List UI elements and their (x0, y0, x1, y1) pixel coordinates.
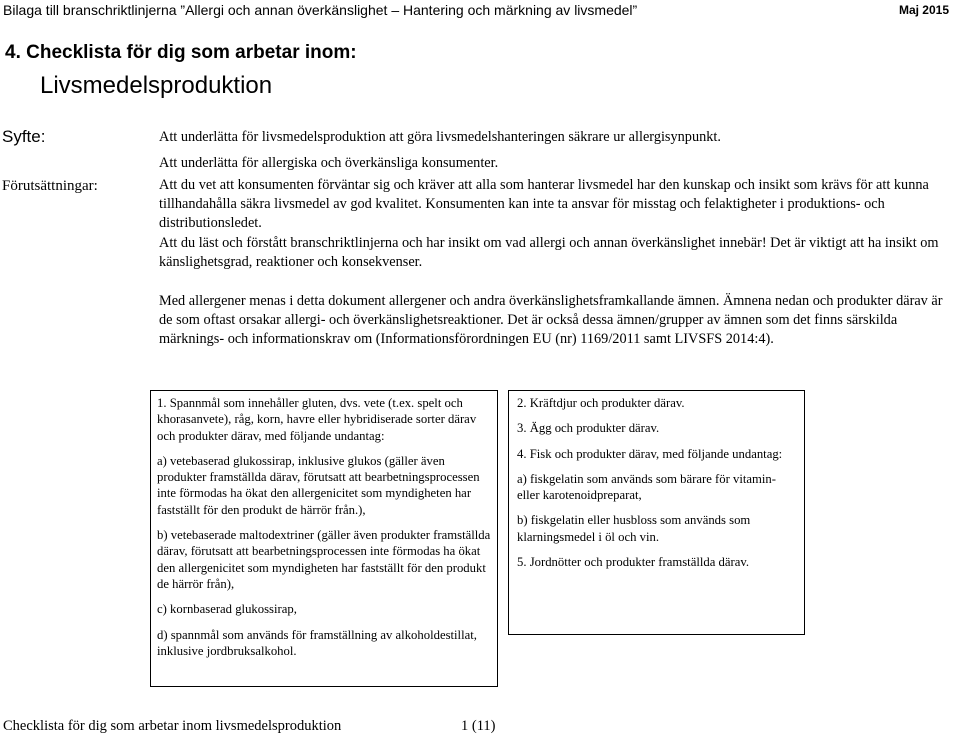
page-header (0, 0, 959, 20)
page-footer (0, 718, 959, 738)
allergen-intro-paragraph: Med allergener menas i detta dokument allergener och andra överkänslighetsframkallande ämnen. Ämnena nedan och produkter därav är de som oftast orsakar allergi- och överkänslighetsreaktioner. Det är också dessa ämnen/grupper av ämnen som det finns särskilda märknings- och informationskrav om (Informationsförordningen EU (nr) 1169/2011 samt LIVSFS 2014:4). (159, 293, 943, 347)
gluten-exception-b: b) vetebaserade maltodextriner (gäller även produkter framställda därav, förutsatt att bearbetningsprocessen inte förmodas ha ökat den allergenicitet som myndigheten har fastställt för den produkt de härrör från), (157, 528, 491, 591)
syfte-paragraph-1: Att underlätta för livsmedelsproduktion att göra livsmedelshanteringen säkrare ur allergisynpunkt. (159, 129, 721, 145)
section-title: 4. Checklista för dig som arbetar inom: (5, 42, 357, 63)
syfte-label: Syfte: (2, 127, 46, 146)
allergen-item-kraftdjur: 2. Kräftdjur och produkter därav. (517, 396, 685, 410)
header-document-title: Bilaga till branschriktlinjerna ”Allergi och annan överkänslighet – Hantering och märkning av livsmedel” (3, 2, 638, 18)
fisk-exception-a: a) fiskgelatin som används som bärare för vitamin- eller karotenoidpreparat, (517, 471, 776, 503)
forutsattningar-label: Förutsättningar: (2, 178, 98, 194)
forutsattningar-paragraph-1: Att du vet att konsumenten förväntar sig och kräver att alla som hanterar livsmedel har den kunskap och insikt som krävs för att kunna tillhandahålla säkra livsmedel av god kvalitet. Konsumenten kan inte ta ansvar för misstag och felaktigheter i produktions- och distributionsledet. (159, 177, 929, 231)
gluten-exception-a: a) vetebaserad glukossirap, inklusive glukos (gäller även produkter framställda därav, förutsatt att bearbetningsprocessen inte förmodas ha ökat den allergenicitet som myndigheten har fastställt för den produkt de härrör från.), (157, 453, 480, 517)
allergen-box-left (150, 390, 498, 687)
gluten-exception-c: c) kornbaserad glukossirap, (157, 602, 297, 617)
allergen-item-jordnotter: 5. Jordnötter och produkter framställda därav. (517, 555, 750, 570)
allergen-box-right (508, 390, 805, 635)
syfte-paragraph-2: Att underlätta för allergiska och överkänsliga konsumenter. (159, 155, 499, 171)
allergen-item-fisk: 4. Fisk och produkter därav, med följande undantag: (517, 446, 783, 461)
allergen-item-agg: 3. Ägg och produkter därav. (517, 421, 660, 436)
allergen-item-gluten: 1. Spannmål som innehåller gluten, dvs. vete (t.ex. spelt och khorasanvete), råg, korn, havre eller hybridiserade sorter därav och produkter därav, med följande undantag: (157, 396, 477, 443)
fisk-exception-b: b) fiskgelatin eller husbloss som används som klarningsmedel i öl och vin. (517, 513, 751, 544)
footer-text: Checklista för dig som arbetar inom livsmedelsproduktion (3, 718, 342, 734)
page-title: Livsmedelsproduktion (40, 72, 273, 99)
header-date: Maj 2015 (898, 3, 949, 17)
page-number: 1 (11) (461, 718, 496, 734)
gluten-exception-d: d) spannmål som används för framställning av alkoholdestillat, inklusive jordbruksalkohol. (157, 627, 477, 658)
forutsattningar-paragraph-2: Att du läst och förstått branschriktlinjerna och har insikt om vad allergi och annan överkänslighet innebär! Det är viktigt att ha insikt om känslighetsgrad, reaktioner och konsekvenser. (159, 235, 939, 270)
